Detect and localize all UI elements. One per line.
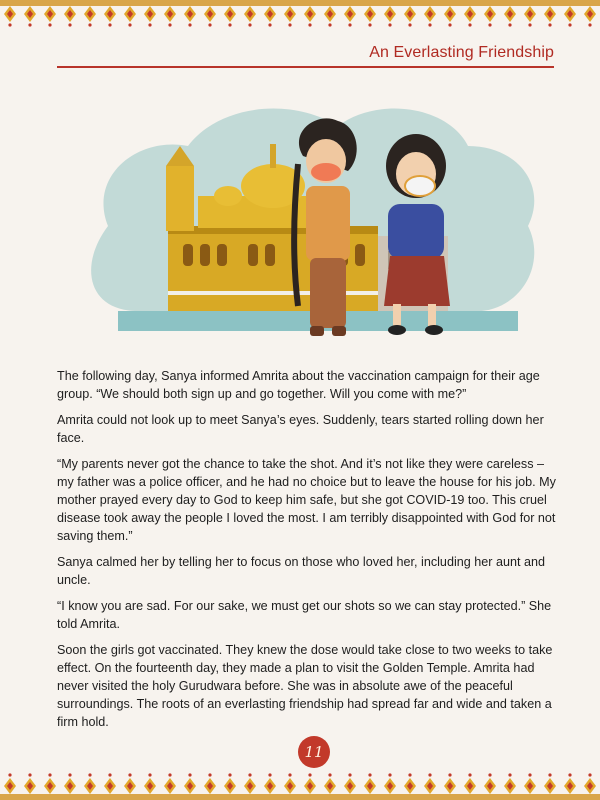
paragraph: Amrita could not look up to meet Sanya’s eyes. Suddenly, tears started rolling down her face. xyxy=(57,413,544,445)
header-divider xyxy=(57,66,554,68)
paragraph: Sanya calmed her by telling her to focus on those who loved her, including her aunt and uncle. xyxy=(57,555,545,587)
paragraph: “I know you are sad. For our sake, we must get our shots so we can stay protected.” She told Amrita. xyxy=(57,599,552,631)
golden-temple-illustration xyxy=(48,86,548,366)
decorative-border-bottom xyxy=(0,770,600,800)
story-text xyxy=(57,367,557,739)
page-number-badge: 11 xyxy=(298,736,330,768)
paragraph: “My parents never got the chance to take the shot. And it’s not like they were careless – my father was a police officer, and he had no choice but to leave the house for his job. My mother prayed every day to God to keep him safe, but she got COVID-19 too. This cruel disease took away the people I loved the most. I am terribly disappointed with God for not saving them.” xyxy=(57,457,556,543)
paragraph: The following day, Sanya informed Amrita about the vaccination campaign for their age group. “We should both sign up and go together. Will you come with me?” xyxy=(57,369,540,401)
paragraph: Soon the girls got vaccinated. They knew the dose would take close to two weeks to take effect. On the fourteenth day, they made a plan to visit the Golden Temple. Amrita had never visited the holy Gurudwara before. She was in absolute awe of the peaceful surroundings. The roots of an everlasting friendship had spread far and wide and taken a firm hold. xyxy=(57,643,553,729)
decorative-border-top xyxy=(0,0,600,30)
running-header: An Everlasting Friendship xyxy=(369,44,554,61)
